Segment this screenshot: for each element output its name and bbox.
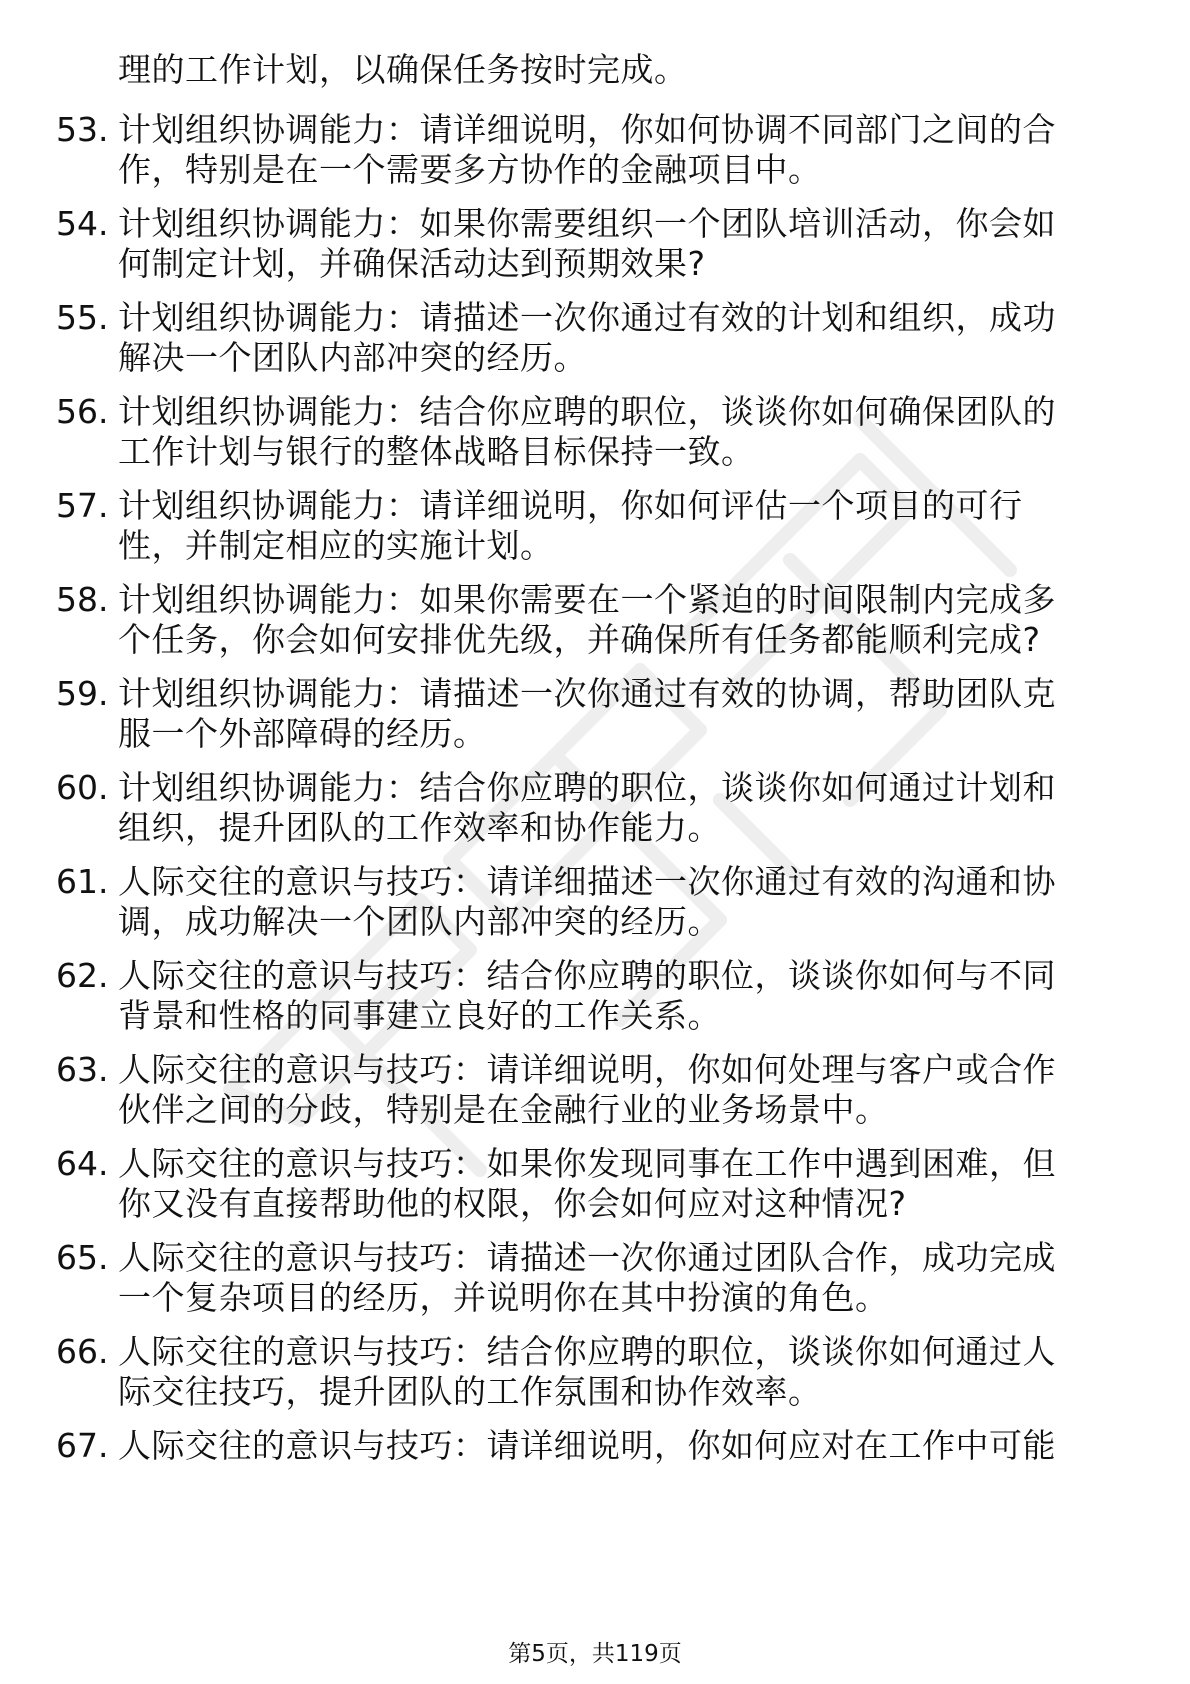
question-number: 60.: [56, 768, 109, 807]
question-text-line: 计划组织协调能力：请详细说明，你如何协调不同部门之间的合: [118, 110, 1056, 149]
question-text-line: 人际交往的意识与技巧：请详细描述一次你通过有效的沟通和协: [118, 862, 1056, 901]
question-text-line: 作，特别是在一个需要多方协作的金融项目中。: [118, 150, 822, 189]
question-text-line: 计划组织协调能力：请描述一次你通过有效的协调，帮助团队克: [118, 674, 1056, 713]
question-text-line: 何制定计划，并确保活动达到预期效果?: [118, 244, 706, 283]
question-text-line: 人际交往的意识与技巧：请详细说明，你如何处理与客户或合作: [118, 1050, 1056, 1089]
question-text-line: 解决一个团队内部冲突的经历。: [118, 338, 587, 377]
question-number: 63.: [56, 1050, 109, 1089]
question-text-line: 伙伴之间的分歧，特别是在金融行业的业务场景中。: [118, 1090, 889, 1129]
question-text-line: 人际交往的意识与技巧：请详细说明，你如何应对在工作中可能: [118, 1426, 1056, 1465]
question-text-line: 性，并制定相应的实施计划。: [118, 526, 554, 565]
question-text-line: 计划组织协调能力：请详细说明，你如何评估一个项目的可行: [118, 486, 1023, 525]
question-text-line: 组织，提升团队的工作效率和协作能力。: [118, 808, 721, 847]
question-text-line: 人际交往的意识与技巧：请描述一次你通过团队合作，成功完成: [118, 1238, 1056, 1277]
question-number: 57.: [56, 486, 109, 525]
question-text-line: 个任务，你会如何安排优先级，并确保所有任务都能顺利完成?: [118, 620, 1041, 659]
question-number: 58.: [56, 580, 109, 619]
question-number: 59.: [56, 674, 109, 713]
intro-line: 理的工作计划，以确保任务按时完成。: [118, 50, 688, 89]
question-text-line: 计划组织协调能力：如果你需要组织一个团队培训活动，你会如: [118, 204, 1056, 243]
question-text-line: 计划组织协调能力：结合你应聘的职位，谈谈你如何确保团队的: [118, 392, 1056, 431]
question-text-line: 计划组织协调能力：结合你应聘的职位，谈谈你如何通过计划和: [118, 768, 1056, 807]
question-number: 62.: [56, 956, 109, 995]
question-text-line: 一个复杂项目的经历，并说明你在其中扮演的角色。: [118, 1278, 889, 1317]
question-number: 67.: [56, 1426, 109, 1465]
question-text-line: 工作计划与银行的整体战略目标保持一致。: [118, 432, 755, 471]
question-text-line: 人际交往的意识与技巧：结合你应聘的职位，谈谈你如何与不同: [118, 956, 1056, 995]
question-text-line: 际交往技巧，提升团队的工作氛围和协作效率。: [118, 1372, 822, 1411]
page-footer: 第5页，共119页: [508, 1641, 682, 1667]
question-number: 61.: [56, 862, 109, 901]
question-number: 53.: [56, 110, 109, 149]
question-number: 54.: [56, 204, 109, 243]
question-text-line: 服一个外部障碍的经历。: [118, 714, 487, 753]
question-number: 66.: [56, 1332, 109, 1371]
question-text-line: 调，成功解决一个团队内部冲突的经历。: [118, 902, 721, 941]
question-number: 55.: [56, 298, 109, 337]
question-text-line: 人际交往的意识与技巧：如果你发现同事在工作中遇到困难，但: [118, 1144, 1056, 1183]
question-text-line: 你又没有直接帮助他的权限，你会如何应对这种情况?: [118, 1184, 907, 1223]
question-number: 56.: [56, 392, 109, 431]
question-text-line: 人际交往的意识与技巧：结合你应聘的职位，谈谈你如何通过人: [118, 1332, 1056, 1371]
question-number: 64.: [56, 1144, 109, 1183]
question-text-line: 背景和性格的同事建立良好的工作关系。: [118, 996, 721, 1035]
question-text-line: 计划组织协调能力：如果你需要在一个紧迫的时间限制内完成多: [118, 580, 1056, 619]
question-number: 65.: [56, 1238, 109, 1277]
question-text-line: 计划组织协调能力：请描述一次你通过有效的计划和组织，成功: [118, 298, 1056, 337]
